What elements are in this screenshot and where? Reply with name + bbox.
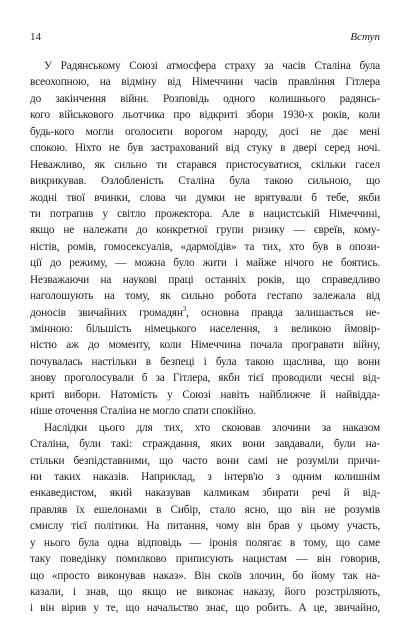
text-line: спокою. Ніхто не був застрахований від стуку в двері серед ночі. [30, 142, 380, 155]
text-line: до закінчення війни. Розповідь одного колишнього радянсь- [30, 92, 380, 105]
text-line: що «просто виконував наказ». Він скоїв злочин, бо йому так на- [30, 569, 380, 582]
text-line: криті вибори. Натомість у Союзі навіть найближче й найвідда- [30, 388, 380, 401]
body-text [30, 58, 380, 617]
text-line: ції до режиму, — можна було жити і майже нічого не боятись. [30, 257, 380, 270]
text-line: енкаведистом, який наказував калмикам збирати речі й від- [30, 487, 380, 500]
text-line: наголошують на тому, як сильно робота гестапо залежала від [30, 290, 380, 303]
text-line: ніше оточення Сталіна не могло спати спокійно. [30, 405, 256, 418]
text-line: таку поведінку помилково приписують нацистам — він говорив, [30, 553, 380, 566]
text-line: змінною: більшість німецького населення, з великою ймовір- [30, 323, 380, 335]
text-line: стільки безпідставними, що часто вони самі не розуміли причи- [30, 454, 380, 467]
text-line: казали, і знав, що якщо не виконає наказу, його розстріляють, [30, 586, 380, 598]
text-line: Незважаючи на наукові праці останніх років, що справедливо [30, 273, 380, 286]
text-line: кого військового льотчика про відкриті збори 1930-х років, коли [30, 109, 380, 122]
text-line: ністів, ромів, гомосексуалів, «дармоїдів» та тих, хто був в опози- [30, 240, 380, 253]
page-header [30, 30, 380, 44]
text-line: у нього була одна відповідь — іронія полягає в тому, що саме [30, 536, 380, 549]
running-head: Вступ [350, 31, 380, 43]
text-segment: , основна правда залишається не- [186, 306, 380, 319]
text-line: знову проголосували б за Гітлера, якби тієї проводили чесні від- [30, 372, 380, 385]
text-line: ністю аж до моменту, коли Німеччина почала програвати війну, [30, 339, 380, 352]
footnote-marker[interactable]: 3 [182, 304, 187, 313]
text-line: Сталіна, були такі: страждання, яких вони завдавали, були на- [30, 438, 380, 451]
text-line: якщо не належати до конкретної групи ризику — євреїв, кому- [30, 224, 380, 237]
text-line: Неважливо, як сильно ти старався пристосуватися, скільки гасел [30, 158, 380, 171]
page-number: 14 [30, 31, 41, 43]
text-line: ни таких наказів. Наприклад, з інтерв'ю з одним колишнім [30, 470, 380, 483]
text-line: правляв їх ешелонами в Сибір, стало ясно, що він не розумів [30, 503, 380, 516]
text-line: всеохопною, на відміну від Німеччини часів правління Гітлера [30, 76, 380, 89]
text-line-with-footnote [30, 305, 380, 321]
text-line: жодні твої вчинки, слова чи думки не врятували б тебе, якби [30, 191, 380, 204]
text-line: будь-кого могли оголосити ворогом народу, досі не дає мені [30, 125, 380, 138]
text-segment: доносів звичайних громадян [30, 306, 183, 319]
text-line: ти потрапив у світло прожектора. Але в нацистській Німеччині, [30, 207, 380, 220]
text-line: і він вірив у те, що начальство знає, що робить. А це, звичайно, [30, 602, 380, 615]
text-line: почувалась настільки в безпеці і була такою щаслива, що вони [30, 355, 380, 368]
text-line: У Радянському Союзі атмосфера страху за часів Сталіна була [44, 60, 380, 72]
text-line: Наслідки цього для тих, хто скоював злочини за наказом [44, 421, 380, 434]
text-line: викрикував. Озлобленість Сталіна була такою сильною, що [30, 175, 380, 188]
text-line: смислу тієї політики. На питання, чому він брав у цьому участь, [30, 520, 380, 533]
